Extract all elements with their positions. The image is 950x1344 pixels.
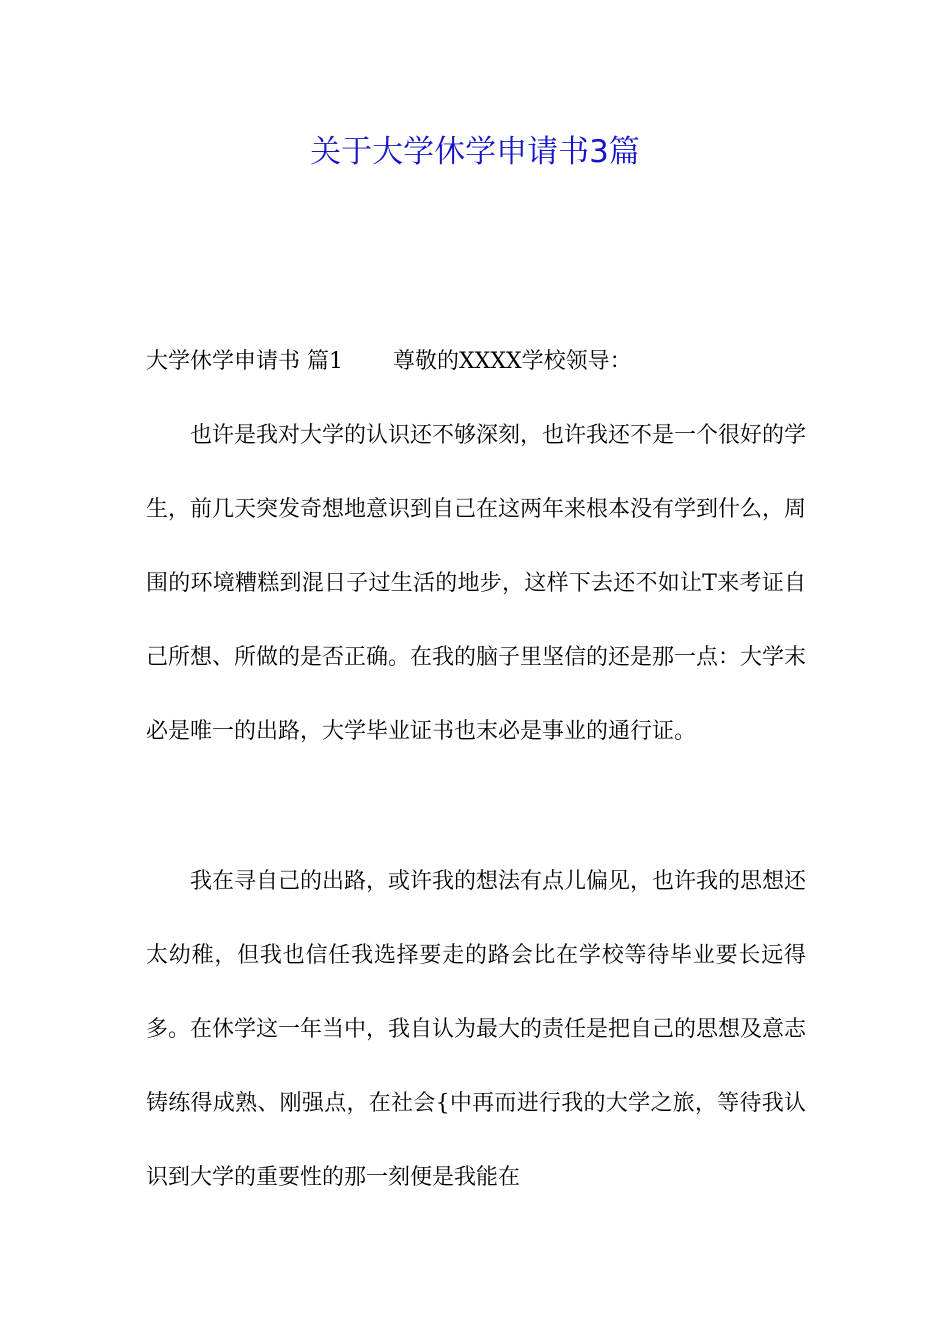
heading-line	[146, 342, 806, 382]
document-title: 关于大学休学申请书3篇	[310, 134, 640, 170]
paragraph-2: 我在寻自己的出路，或许我的想法有点儿偏见，也许我的思想还太幼稚，但我也信任我选择要走的路会比在学校等待毕业要长远得多。在休学这一年当中，我自认为最大的责任是把自己的思想及意志铸练得成熟、刚强点，在社会{中再而进行我的大学之旅，等待我认识到大学的重要性的那一刻便是我能在	[146, 869, 807, 1190]
salutation: 尊敬的XXXX学校领导：	[393, 349, 632, 374]
paragraph-1: 也许是我对大学的认识还不够深刻，也许我还不是一个很好的学生，前几天突发奇想地意识到自己在这两年来根本没有学到什么，周围的环境糟糕到混日子过生活的地步，这样下去还不如让T来考证自己所想、所做的是否正确。在我的脑子里坚信的还是那一点：大学末必是唯一的出路，大学毕业证书也末必是事业的通行证。	[146, 423, 807, 744]
section-label: 大学休学申请书 篇1	[146, 349, 343, 374]
